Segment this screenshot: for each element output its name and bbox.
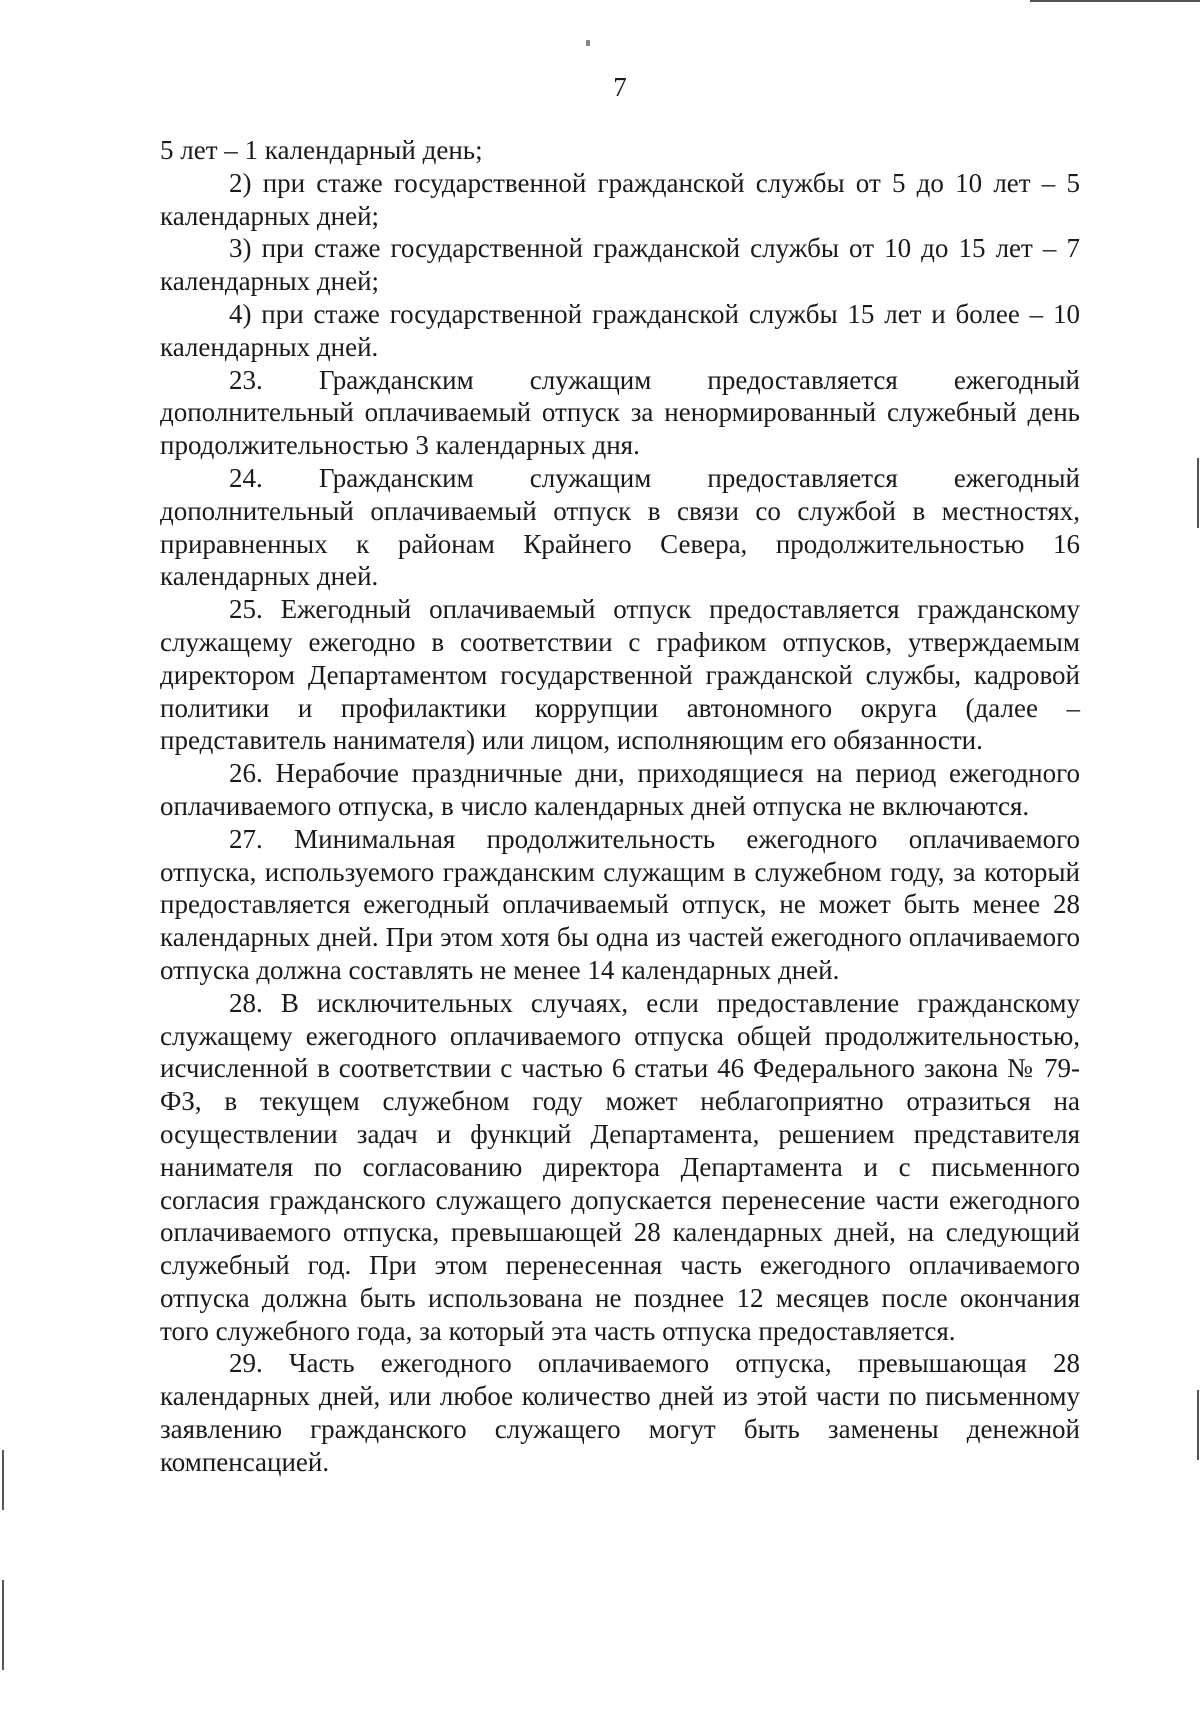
scan-artifact-top-right (1030, 0, 1200, 2)
paragraph-item-3: 3) при стаже государственной гражданской службы от 10 до 15 лет – 7 календарных дней; (160, 233, 1080, 297)
scan-artifact-left-edge-2 (2, 1580, 4, 1670)
scan-artifact-right-edge-2 (1197, 1390, 1199, 1460)
paragraph-26: 26. Нерабочие праздничные дни, приходящиеся на период ежегодного оплачиваемого отпуска, в число календарных дней отпуска не включаются. (160, 758, 1080, 821)
paragraph-item-2: 2) при стаже государственной гражданской службы от 5 до 10 лет – 5 календарных дней; (160, 167, 1080, 231)
scan-artifact-right-edge-1 (1197, 458, 1199, 528)
scan-artifact-top-dot (586, 40, 590, 46)
scan-artifact-left-edge-1 (2, 1450, 4, 1510)
paragraph-continuation: 5 лет – 1 календарный день; (160, 135, 483, 165)
paragraph-25: 25. Ежегодный оплачиваемый отпуск предоставляется гражданскому служащему ежегодно в соответствии с графиком отпусков, утверждаемым директором Департаментом государственной гражданской службы, кадровой политики и профилактики коррупции автономного округа (далее – представитель нанимателя) или лицом, исполняющим его обязанности. (160, 594, 1080, 756)
paragraph-23: 23. Гражданским служащим предоставляется ежегодный дополнительный оплачиваемый отпуск за ненормированный служебный день продолжительностью 3 календарных дня. (160, 364, 1080, 461)
paragraph-27: 27. Минимальная продолжительность ежегодного оплачиваемого отпуска, используемого гражданским служащим в служебном году, за который предоставляется ежегодный оплачиваемый отпуск, не может быть менее 28 календарных дней. При этом хотя бы одна из частей ежегодного оплачиваемого отпуска должна составлять не менее 14 календарных дней. (160, 823, 1080, 985)
paragraph-item-4: 4) при стаже государственной гражданской службы 15 лет и более – 10 календарных дней. (160, 298, 1080, 362)
paragraph-24: 24. Гражданским служащим предоставляется ежегодный дополнительный оплачиваемый отпуск в связи со службой в местностях, приравненных к районам Крайнего Севера, продолжительностью 16 календарных дней. (160, 462, 1080, 592)
paragraph-28: 28. В исключительных случаях, если предоставление гражданскому служащему ежегодного оплачиваемого отпуска общей продолжительностью, исчисленной в соответствии с частью 6 статьи 46 Федерального закона № 79-ФЗ, в текущем служебном году может неблагоприятно отразиться на осуществлении задач и функций Департамента, решением представителя нанимателя по согласованию директора Департамента и с письменного согласия гражданского служащего допускается перенесение части ежегодного оплачиваемого отпуска, превышающей 28 календарных дней, на следующий служебный год. При этом перенесенная часть ежегодного оплачиваемого отпуска должна быть использована не позднее 12 месяцев после окончания того служебного года, за который эта часть отпуска предоставляется. (160, 987, 1080, 1346)
paragraph-29: 29. Часть ежегодного оплачиваемого отпуска, превышающая 28 календарных дней, или любое количество дней из этой части по письменному заявлению гражданского служащего могут быть заменены денежной компенсацией. (160, 1348, 1080, 1477)
page-number: 7 (613, 72, 627, 102)
document-body (160, 134, 1080, 1479)
